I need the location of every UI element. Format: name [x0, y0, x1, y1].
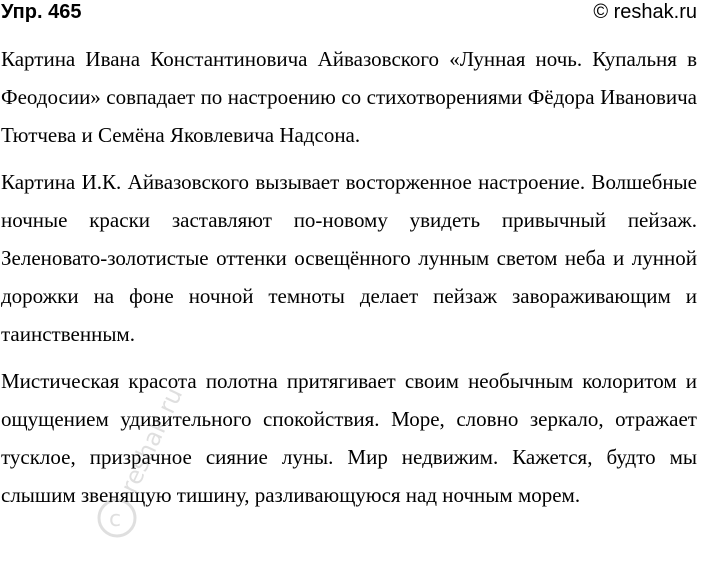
source-credit: © reshak.ru	[593, 1, 697, 23]
paragraph-2: Картина И.К. Айвазовского вызывает восторженное настроение. Волшебные ночные краски заставляют по-новому увидеть привычный пейзаж. Зеленовато-золотистые оттенки освещённого лунным светом неба и лунной дорожки на фоне ночной темноты делает пейзаж завораживающим и таинственным.	[1, 170, 697, 346]
watermark-text: reshak.ru	[115, 383, 189, 498]
paragraph-1: Картина Ивана Константиновича Айвазовского «Лунная ночь. Купальня в Феодосии» совпадает по настроению со стихотворениями Фёдора Ивановича Тютчева и Семёна Яковлевича Надсона.	[1, 47, 697, 147]
page-header	[0, 0, 701, 28]
svg-text:c: c	[109, 507, 122, 532]
paragraph-3: Мистическая красота полотна притягивает своим необычным колоритом и ощущением удивительного спокойствия. Море, словно зеркало, отражает тусклое, призрачное сияние луны. Мир недвижим. Кажется, будто мы слышим звенящую тишину, разливающуюся над ночным морем.	[1, 369, 697, 507]
exercise-title: Упр. 465	[1, 1, 82, 23]
answer-text	[1, 40, 697, 523]
